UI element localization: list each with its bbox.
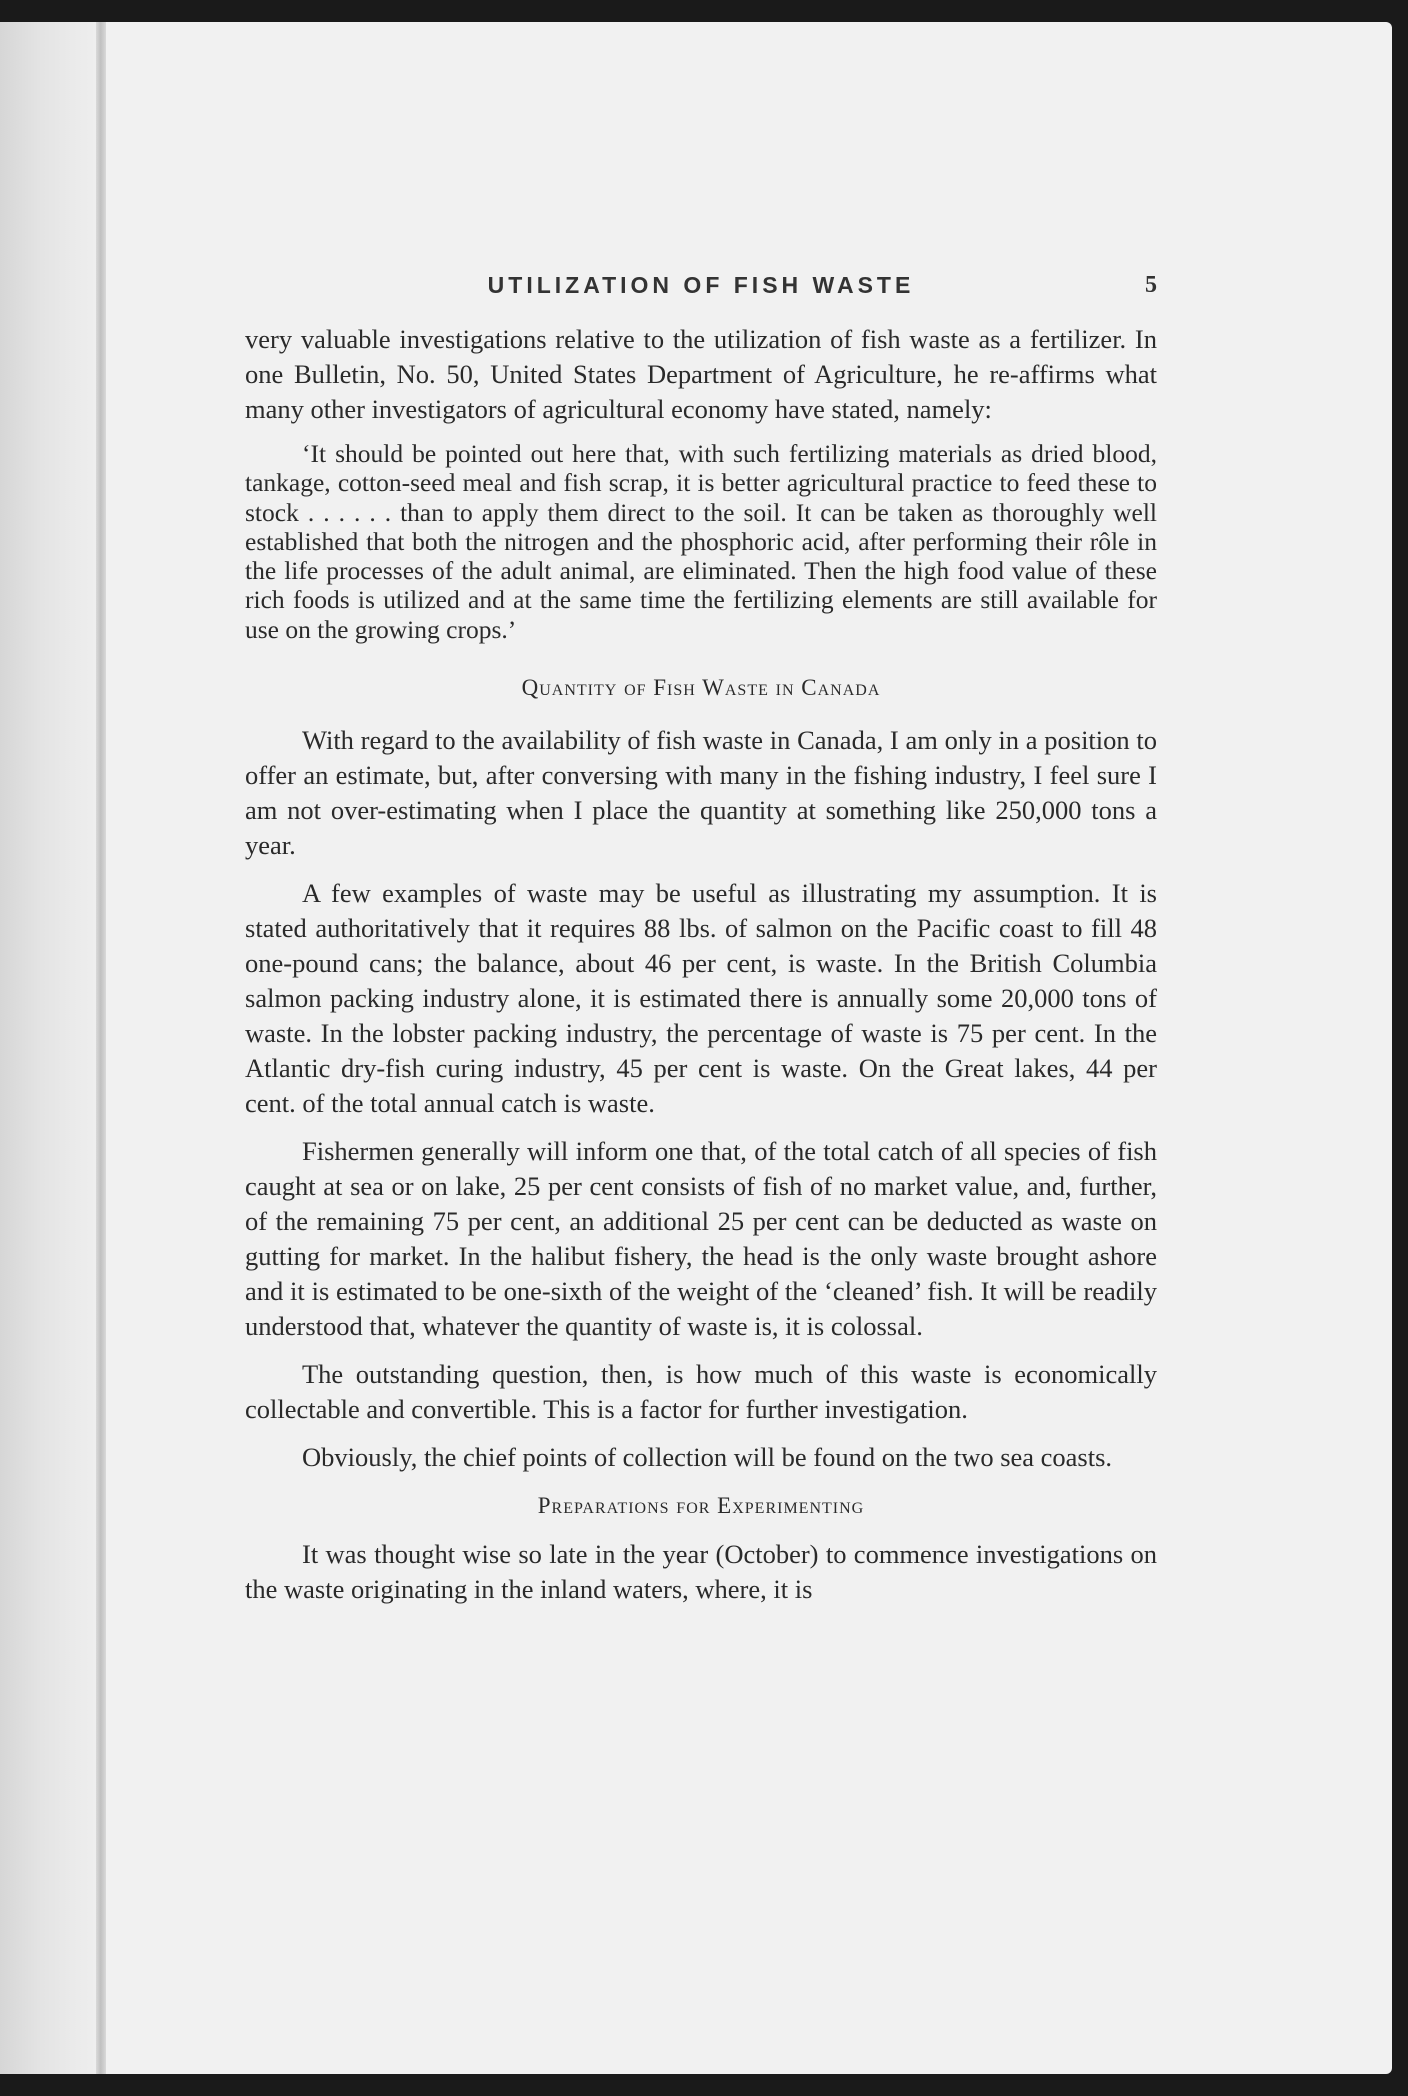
page-gutter [0,22,104,2074]
paragraph-fishermen: Fishermen generally will inform one that, of the total catch of all species of fish caught at sea or on lake, 25 per cent consists of fish of no market value, and, further, of the remaining 75 per cent, an additional 25 per cent can be deducted as waste on gutting for market. In the halibut fishery, the head is the only waste brought ashore and it is estimated to be one-sixth of the weight of the ‘cleaned’ fish. It will be readily understood that, whatever the quantity of waste is, it is colossal. [245,1136,1157,1342]
paragraph-continued: very valuable investigations relative to the utilization of fish waste as a fertilizer. In one Bulletin, No. 50, United States Department of Agriculture, he re-affirms what many other investigators of agricultural economy have stated, namely: [245,324,1157,424]
paragraph-inland: It was thought wise so late in the year (October) to commence investigations on the waste originating in the inland waters, where, it is [245,1539,1157,1605]
page-number: 5 [1145,272,1157,298]
binding-shadow [96,22,106,2074]
block-quote: ‘It should be pointed out here that, with such fertilizing materials as dried blood, tankage, cotton-seed meal and fish scrap, it is better agricultural practice to feed these to stock . . . . . . than to apply them direct to the soil. It can be taken as thoroughly well established that both the nitrogen and the phosphoric acid, after performing their rôle in the life processes of the adult animal, are eliminated. Then the high food value of these rich foods is utilized and at the same time the fertilizing elements are still available for use on the growing crops.’ [245,439,1157,644]
book-page [0,22,1392,2074]
page-content [245,262,1157,1620]
paragraph-availability: With regard to the availability of fish waste in Canada, I am only in a position to offer an estimate, but, after conversing with many in the fishing industry, I feel sure I am not over-estimating when I place the quantity at something like 250,000 tons a year. [245,725,1157,861]
running-title: UTILIZATION OF FISH WASTE [487,272,915,298]
running-head [245,262,1157,302]
section-heading-quantity: Quantity of Fish Waste in Canada [521,675,881,701]
paragraph-examples: A few examples of waste may be useful as illustrating my assumption. It is stated authoritatively that it requires 88 lbs. of salmon on the Pacific coast to fill 48 one-pound cans; the balance, about 46 per cent, is waste. In the British Columbia salmon packing industry alone, it is estimated there is annually some 20,000 tons of waste. In the lobster packing industry, the percentage of waste is 75 per cent. In the Atlantic dry-fish curing industry, 45 per cent is waste. On the Great lakes, 44 per cent. of the total annual catch is waste. [245,878,1157,1119]
paragraph-question: The outstanding question, then, is how much of this waste is economically collectable and convertible. This is a factor for further investigation. [245,1359,1157,1425]
paragraph-collection: Obviously, the chief points of collection will be found on the two sea coasts. [302,1442,1113,1473]
section-heading-preparations: Preparations for Experimenting [537,1493,865,1519]
